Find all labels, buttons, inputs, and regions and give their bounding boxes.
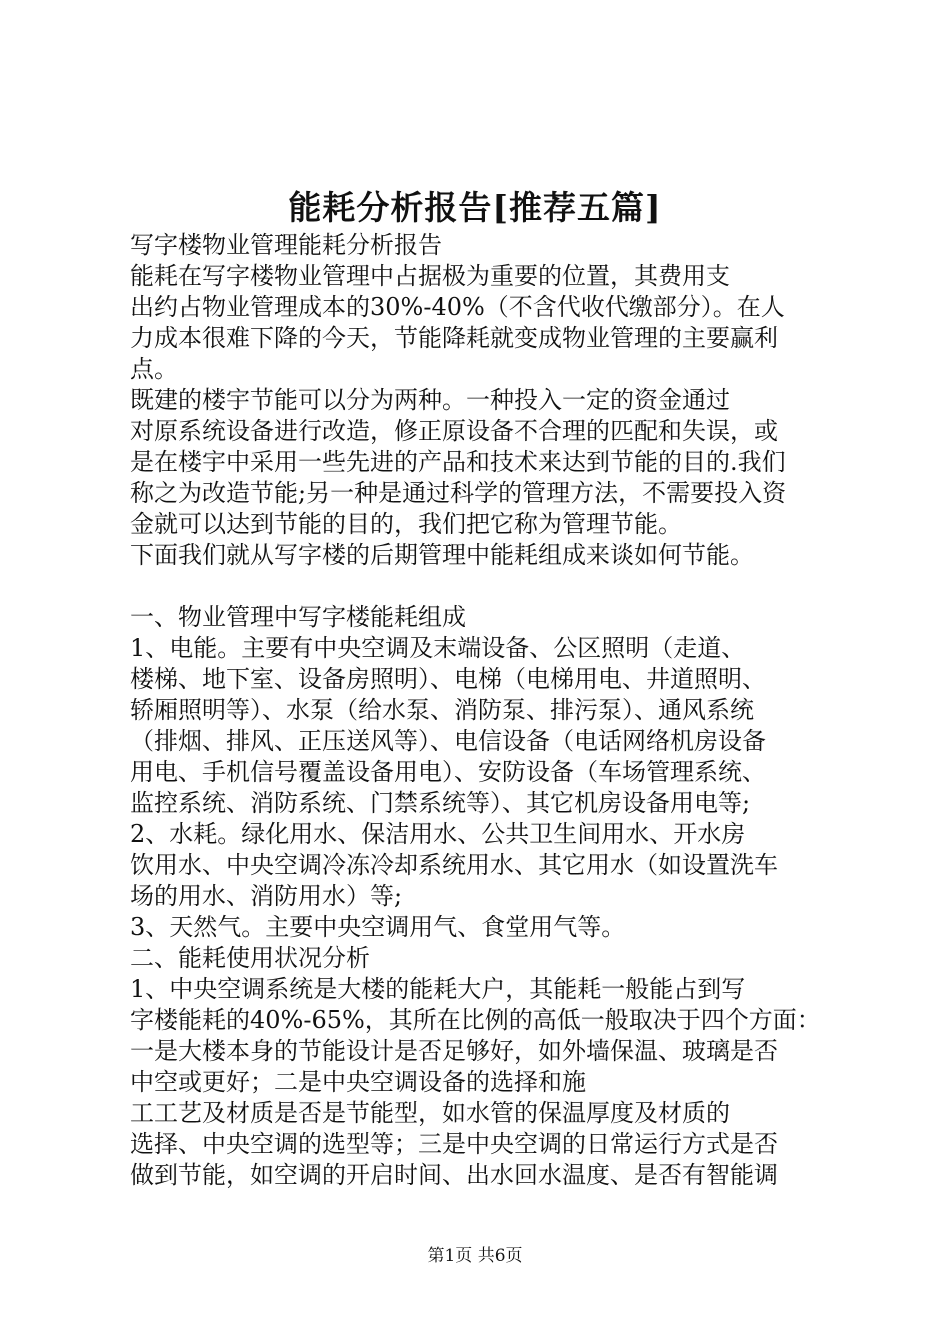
body-line-8: 是在楼宇中采用一些先进的产品和技术来达到节能的目的.我们	[130, 448, 786, 476]
body-line-31: 做到节能，如空调的开启时间、出水回水温度、是否有智能调	[130, 1161, 778, 1189]
body-line-19: 监控系统、消防系统、门禁系统等）、其它机房设备用电等;	[130, 789, 751, 817]
body-line-26: 字楼能耗的40%-65%，其所在比例的高低一般取决于四个方面：	[130, 1006, 821, 1034]
body-line-14: 1、电能。主要有中央空调及末端设备、公区照明（走道、	[130, 634, 746, 662]
page-number-footer: 第1页 共6页	[427, 1246, 523, 1266]
body-line-23: 3、天然气。主要中央空调用气、食堂用气等。	[130, 913, 626, 941]
body-line-16: 轿厢照明等）、水泵（给水泵、消防泵、排污泵）、通风系统	[130, 696, 754, 724]
body-line-11: 下面我们就从写字楼的后期管理中能耗组成来谈如何节能。	[130, 541, 754, 569]
body-line-1: 写字楼物业管理能耗分析报告	[130, 231, 442, 259]
body-line-25: 1、中央空调系统是大楼的能耗大户，其能耗一般能占到写	[130, 975, 746, 1003]
body-line-30: 选择、中央空调的选型等；三是中央空调的日常运行方式是否	[130, 1130, 778, 1158]
body-line-28: 中空或更好；二是中央空调设备的选择和施	[130, 1068, 586, 1096]
body-line-21: 饮用水、中央空调冷冻冷却系统用水、其它用水（如设置洗车	[130, 851, 778, 879]
body-line-5: 点。	[130, 355, 178, 383]
body-line-22: 场的用水、消防用水）等;	[130, 882, 403, 910]
body-line-18: 用电、手机信号覆盖设备用电）、安防设备（车场管理系统、	[130, 758, 766, 786]
document-title: 能耗分析报告[推荐五篇]	[288, 188, 662, 227]
body-line-24: 二、能耗使用状况分析	[130, 944, 370, 972]
body-line-blank	[130, 571, 850, 602]
body-line-4: 力成本很难下降的今天，节能降耗就变成物业管理的主要赢利	[130, 324, 778, 352]
body-line-9: 称之为改造节能;另一种是通过科学的管理方法，不需要投入资	[130, 479, 787, 507]
body-line-15: 楼梯、地下室、设备房照明）、电梯（电梯用电、井道照明、	[130, 665, 766, 693]
body-line-7: 对原系统设备进行改造，修正原设备不合理的匹配和失误，或	[130, 417, 778, 445]
body-line-17: （排烟、排风、正压送风等）、电信设备（电话网络机房设备	[130, 727, 766, 755]
body-line-10: 金就可以达到节能的目的，我们把它称为管理节能。	[130, 510, 682, 538]
body-line-29: 工工艺及材质是否是节能型，如水管的保温厚度及材质的	[130, 1099, 730, 1127]
body-line-6: 既建的楼宇节能可以分为两种。一种投入一定的资金通过	[130, 386, 730, 414]
body-line-3: 出约占物业管理成本的30%-40%（不含代收代缴部分）。在人	[130, 293, 785, 321]
body-line-27: 一是大楼本身的节能设计是否足够好，如外墙保温、玻璃是否	[130, 1037, 778, 1065]
body-line-13: 一、物业管理中写字楼能耗组成	[130, 603, 466, 631]
body-line-2: 能耗在写字楼物业管理中占据极为重要的位置，其费用支	[130, 262, 730, 290]
document-body	[130, 230, 850, 1191]
body-line-20: 2、水耗。绿化用水、保洁用水、公共卫生间用水、开水房	[130, 820, 746, 848]
